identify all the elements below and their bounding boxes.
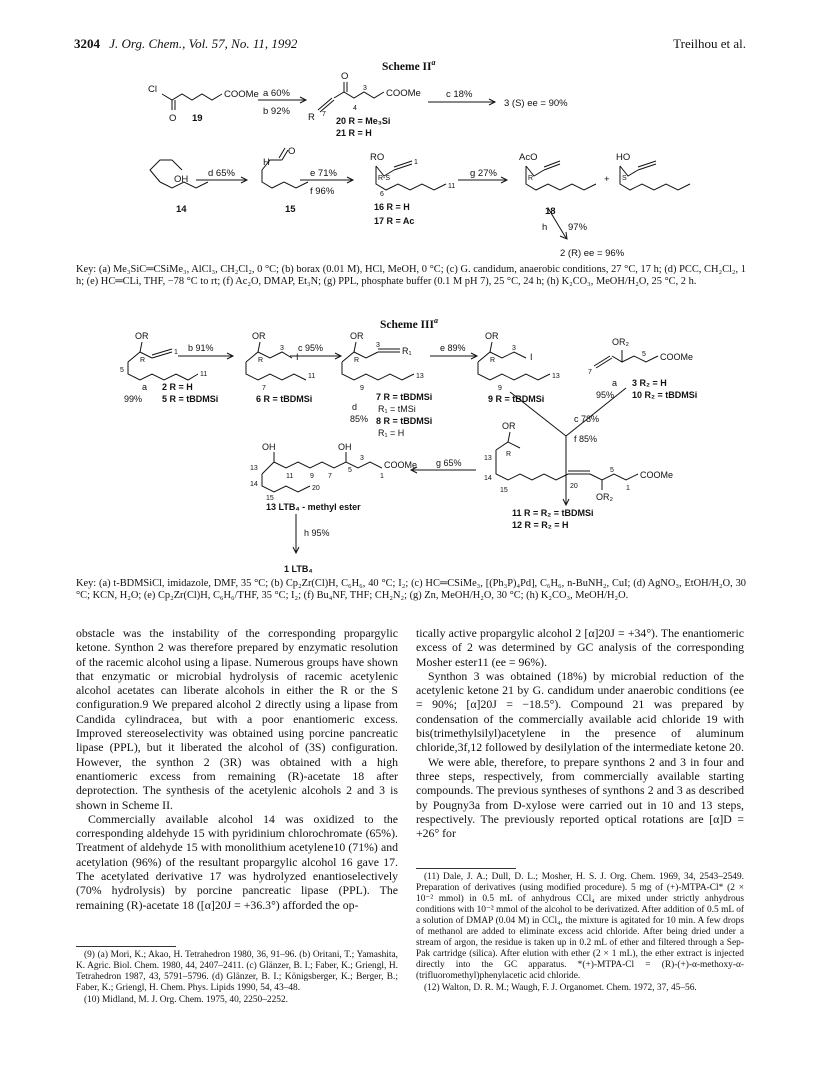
svg-text:5: 5 [120, 367, 124, 374]
svg-text:OR: OR [502, 421, 516, 431]
svg-text:13: 13 [250, 465, 258, 472]
svg-text:12 R = R₂ = H: 12 R = R₂ = H [512, 520, 569, 530]
svg-text:7: 7 [262, 385, 266, 392]
svg-text:a 60%: a 60% [263, 88, 290, 99]
footnote-rule [416, 868, 516, 869]
svg-text:5: 5 [610, 467, 614, 474]
svg-text:9: 9 [360, 385, 364, 392]
svg-text:7: 7 [322, 111, 326, 118]
svg-text:S: S [622, 175, 627, 182]
svg-text:I: I [530, 352, 533, 362]
svg-text:h: h [542, 222, 548, 233]
svg-text:13: 13 [552, 373, 560, 380]
svg-text:R: R [308, 112, 315, 123]
footnotes-right [416, 872, 744, 995]
svg-text:20: 20 [312, 485, 320, 492]
journal-citation: J. Org. Chem., Vol. 57, No. 11, 1992 [109, 36, 298, 51]
svg-text:3: 3 [376, 342, 380, 349]
svg-text:OH: OH [174, 174, 189, 185]
footnote-rule [76, 946, 176, 947]
scheme-3-key: Key: (a) t-BDMSiCl, imidazole, DMF, 35 °C; (b) Cp₂Zr(Cl)H, C₆H₆, 40 °C; I₂; (c) HC═CSiMe₃, [(Ph₃P)₄Pd], C₆H₆, n-BuNH₂, CuI; (d) AgNO₃, EtOH/H₂O, 30 °C; KCN, H₂O; (e) Cp₂Zr(Cl)H, C₆H₆/THF, 35 °C; I₂; (f) Bu₄NF, THF; CH₂N₂; (g) Zn, MeOH/H₂O, 30 °C; (h) K₂CO₃, MeOH/H₂O. [76, 578, 746, 601]
footnote: (12) Walton, D. R. M.; Waugh, F. J. Organomet. Chem. 1972, 37, 45–56. [424, 983, 697, 993]
svg-text:19: 19 [192, 113, 203, 124]
svg-text:R-S: R-S [378, 175, 391, 182]
svg-text:c 95%: c 95% [298, 343, 324, 353]
svg-text:g 65%: g 65% [436, 458, 462, 468]
svg-text:O: O [288, 146, 296, 157]
page-number: 3204 [74, 36, 100, 51]
footnotes-left [76, 950, 398, 1007]
svg-text:13: 13 [416, 373, 424, 380]
svg-text:COOMe: COOMe [386, 88, 421, 99]
svg-text:16 R = H: 16 R = H [374, 202, 410, 212]
svg-text:15: 15 [285, 204, 296, 215]
scheme-2-key: Key: (a) Me₃SiC═CSiMe₃, AlCl₃, CH₂Cl₂, 0 °C; (b) borax (0.01 M), HCl, MeOH, 0 °C; (c) G. candidum, anaerobic conditions, 27 °C, 17 h; (d) PCC, CH₂Cl₂, 1 h; (e) HC═CLi, THF, −78 °C to rt; (f) Ac₂O, DMAP, Et₃N; (g) PPL, phosphate buffer (0.1 M pH 7), 25 °C, 24 h; (h) K₂CO₃, MeOH/H₂O, 25 °C, 2 h. [76, 264, 746, 287]
svg-text:OR: OR [135, 331, 149, 341]
paragraph: tically active propargylic alcohol 2 [α]20J = +34°). The enantiomeric excess of 2 was determined by GC analysis of the corresponding Mosher ester11 (ee = 96%). [416, 626, 744, 669]
svg-text:21 R = H: 21 R = H [336, 128, 372, 138]
svg-text:OH: OH [262, 442, 276, 452]
svg-text:1: 1 [626, 485, 630, 492]
svg-text:13: 13 [484, 455, 492, 462]
svg-text:1: 1 [174, 349, 178, 356]
svg-text:R: R [528, 175, 534, 182]
svg-text:14: 14 [250, 481, 258, 488]
svg-text:9 R = tBDMSi: 9 R = tBDMSi [488, 394, 545, 404]
paragraph: We were able, therefore, to prepare synthons 2 and 3 in four and three steps, respectively, from commercially available starting compounds. The previous syntheses of synthons 2 and 3 as described by Pougny3a from D-xylose were carried out in 10 and 13 steps, respectively. The previously reported optical rotations are [α]D = +26° for [416, 754, 744, 841]
svg-text:1: 1 [380, 473, 384, 480]
svg-text:11: 11 [308, 373, 316, 380]
svg-text:97%: 97% [568, 222, 588, 233]
svg-text:1: 1 [414, 159, 418, 166]
svg-text:85%: 85% [350, 414, 369, 424]
svg-text:5 R = tBDMSi: 5 R = tBDMSi [162, 394, 219, 404]
svg-text:R: R [490, 357, 496, 364]
svg-text:8 R = tBDMSi: 8 R = tBDMSi [376, 416, 433, 426]
svg-text:20: 20 [570, 483, 578, 490]
svg-text:15: 15 [500, 487, 508, 494]
svg-text:3: 3 [280, 345, 284, 352]
svg-text:7: 7 [588, 369, 592, 376]
svg-text:e 71%: e 71% [310, 168, 337, 179]
right-column-text [416, 626, 744, 840]
svg-text:OR₂: OR₂ [596, 492, 613, 502]
paragraph: obstacle was the instability of the corresponding propargylic ketone. Synthon 2 was therefore prepared by enzymatic resolution of the racemic alcohol using a lipase. Numerous groups have shown that enzymatic or microbial hydrolysis of racemic acetylenic alcohol acetates can liberate alcohols in either the R or the S configuration.9 We prepared alcohol 2 directly using a lipase from Candida cylindracea, but with a poor enantiomeric excess. Improved stereoselectivity was obtained using porcine pancreatic lipase (PPL), but it liberated the alcohol of (3S) configuration. However, the synthon 2 (3R) was obtained with a high enantiomeric excess from remaining (R)-acetate 18 after deprotection. The synthesis of the acetylenic alcohols 2 and 3 is shown in Scheme II. [76, 626, 398, 812]
paragraph: Synthon 3 was obtained (18%) by microbial reduction of the acetylenic ketone 21 by G. candidum under anaerobic conditions (ee = 90%; [α]20J = −18.5°). Compound 21 was prepared by condensation of the commercially available acid chloride 19 with bis(trimethylsilyl)acetylene in the presence of aluminum chloride,3f,12 followed by desilylation of the intermediate ketone 20. [416, 668, 744, 755]
svg-text:I: I [296, 352, 299, 362]
footnote: (11) Dale, J. A.; Dull, D. L.; Mosher, H. S. J. Org. Chem. 1969, 34, 2543–2549. Preparation of derivatives (using modified procedure). 5 mg of (+)-MTPA-Cl* (2 × 10⁻² mmol) in 0.5 mL of anhydrous CCl₄ are mixed under strictly anhydrous conditions with 10⁻² mmol of the alcohol to be derivatized. After addition of 0.5 mL of a solution of DMAP (0.04 M) in CCl₄, the mixture is agitated for 10 min. A few drops of methanol are added to eliminate excess acid chloride. After being dried under a stream of argon, the residue is taken up in 0.2 mL of ether and filtered through a Sep-Pak cartridge (silica). After elution with ether (2 × 1 mL), the ether extract is injected directly into the GC apparatus. *(+)-MTPA-Cl = (R)-(+)-α-methoxy-α-(trifluoromethyl)phenylacetic acid chloride. [416, 872, 744, 981]
svg-text:1 LTB₄: 1 LTB₄ [284, 564, 313, 574]
svg-text:COOMe: COOMe [660, 352, 694, 362]
paragraph: Commercially available alcohol 14 was oxidized to the corresponding aldehyde 15 with pyridinium chlorochromate (65%). Treatment of aldehyde 15 with monolithium acetylene10 (71%) and acetylation (96%) of the resultant propargylic alcohol 16 gave 17. The acetylated derivative 17 was hydrolyzed enantioselectively (70% hydrolysis) by porcine pancreatic lipase (PPL). The remaining (R)-acetate 18 ([α]20J = +36.3°) afforded the op- [76, 811, 398, 912]
svg-text:AcO: AcO [519, 152, 538, 163]
svg-text:11: 11 [448, 183, 456, 190]
svg-text:20 R = Me₃Si: 20 R = Me₃Si [336, 116, 391, 126]
svg-text:f 85%: f 85% [574, 434, 598, 444]
svg-text:18: 18 [545, 206, 556, 217]
svg-text:3: 3 [363, 85, 367, 92]
svg-text:4: 4 [353, 105, 357, 112]
svg-text:17 R = Ac: 17 R = Ac [374, 216, 415, 226]
svg-text:R₁ = H: R₁ = H [378, 428, 405, 438]
scheme-3-title: Scheme III$^a$ [380, 316, 438, 331]
svg-text:c 18%: c 18% [446, 89, 473, 100]
svg-text:3 (S) ee = 90%: 3 (S) ee = 90% [504, 98, 568, 109]
svg-text:10 R₂ = tBDMSi: 10 R₂ = tBDMSi [632, 390, 698, 400]
scheme-2-drawing [0, 70, 820, 260]
svg-text:OR: OR [252, 331, 266, 341]
svg-text:RO: RO [370, 152, 385, 163]
svg-text:O: O [341, 71, 349, 82]
svg-text:5: 5 [348, 467, 352, 474]
svg-text:R: R [140, 357, 146, 364]
svg-text:2 R = H: 2 R = H [162, 382, 193, 392]
svg-text:COOMe: COOMe [640, 470, 674, 480]
svg-text:g 27%: g 27% [470, 168, 497, 179]
svg-text:R₁ = tMSi: R₁ = tMSi [378, 404, 416, 414]
left-column-text [76, 626, 398, 912]
svg-text:COOMe: COOMe [224, 89, 259, 100]
svg-text:O: O [169, 113, 177, 124]
svg-text:OR: OR [350, 331, 364, 341]
svg-text:R: R [354, 357, 360, 364]
svg-text:d: d [352, 402, 358, 412]
svg-text:95%: 95% [596, 390, 615, 400]
svg-text:3: 3 [512, 345, 516, 352]
svg-text:OR: OR [485, 331, 499, 341]
svg-text:Cl: Cl [148, 84, 157, 95]
svg-text:e 89%: e 89% [440, 343, 466, 353]
svg-text:7: 7 [328, 473, 332, 480]
svg-text:h 95%: h 95% [304, 528, 330, 538]
svg-text:c 78%: c 78% [574, 414, 600, 424]
svg-text:f 96%: f 96% [310, 186, 335, 197]
svg-text:COOMe: COOMe [384, 460, 418, 470]
svg-text:OR₂: OR₂ [612, 337, 629, 347]
svg-text:+: + [604, 174, 610, 185]
svg-text:9: 9 [310, 473, 314, 480]
scheme-2-title: Scheme $II^a$ [382, 58, 436, 73]
running-header [74, 36, 746, 54]
svg-text:14: 14 [176, 204, 187, 215]
running-authors: Treilhou et al. [673, 36, 746, 51]
svg-text:H: H [263, 157, 270, 168]
svg-text:a: a [142, 382, 148, 392]
svg-text:a: a [612, 378, 618, 388]
svg-text:3: 3 [360, 455, 364, 462]
svg-text:R: R [258, 357, 264, 364]
svg-text:6 R = tBDMSi: 6 R = tBDMSi [256, 394, 313, 404]
svg-text:7 R = tBDMSi: 7 R = tBDMSi [376, 392, 433, 402]
footnote: (10) Midland, M. J. Org. Chem. 1975, 40, 2250–2252. [84, 995, 288, 1005]
svg-text:d 65%: d 65% [208, 168, 235, 179]
svg-text:9: 9 [498, 385, 502, 392]
svg-text:HO: HO [616, 152, 631, 163]
svg-text:13 LTB₄ - methyl ester: 13 LTB₄ - methyl ester [266, 502, 361, 512]
svg-text:99%: 99% [124, 394, 143, 404]
svg-text:14: 14 [484, 475, 492, 482]
svg-text:b 92%: b 92% [263, 106, 290, 117]
svg-text:11: 11 [286, 473, 294, 480]
svg-text:3 R₂ = H: 3 R₂ = H [632, 378, 667, 388]
svg-text:R: R [506, 451, 512, 458]
svg-text:6: 6 [380, 191, 384, 198]
svg-text:R₁: R₁ [402, 346, 412, 356]
svg-text:OH: OH [338, 442, 352, 452]
svg-text:b 91%: b 91% [188, 343, 214, 353]
footnote: (9) (a) Mori, K.; Akao, H. Tetrahedron 1980, 36, 91–96. (b) Oritani, T.; Yamashita, K. Agric. Biol. Chem. 1980, 44, 2407–2411. (c) Glänzer, B. I.; Faber, K.; Griengl, H. Tetrahedron 1987, 43, 5791–5796. (d) Glänzer, B. I.; Königsberger, K.; Berger, B.; Faber, K.; Griengl, H. Chem. Phys. Lipids 1990, 54, 43–48. [76, 950, 398, 993]
svg-text:11: 11 [200, 371, 208, 378]
svg-text:5: 5 [642, 351, 646, 358]
scheme-3-drawing [0, 330, 820, 580]
svg-text:2 (R) ee = 96%: 2 (R) ee = 96% [560, 248, 625, 259]
svg-text:15: 15 [266, 495, 274, 502]
svg-text:11 R = R₂ = tBDMSi: 11 R = R₂ = tBDMSi [512, 508, 594, 518]
